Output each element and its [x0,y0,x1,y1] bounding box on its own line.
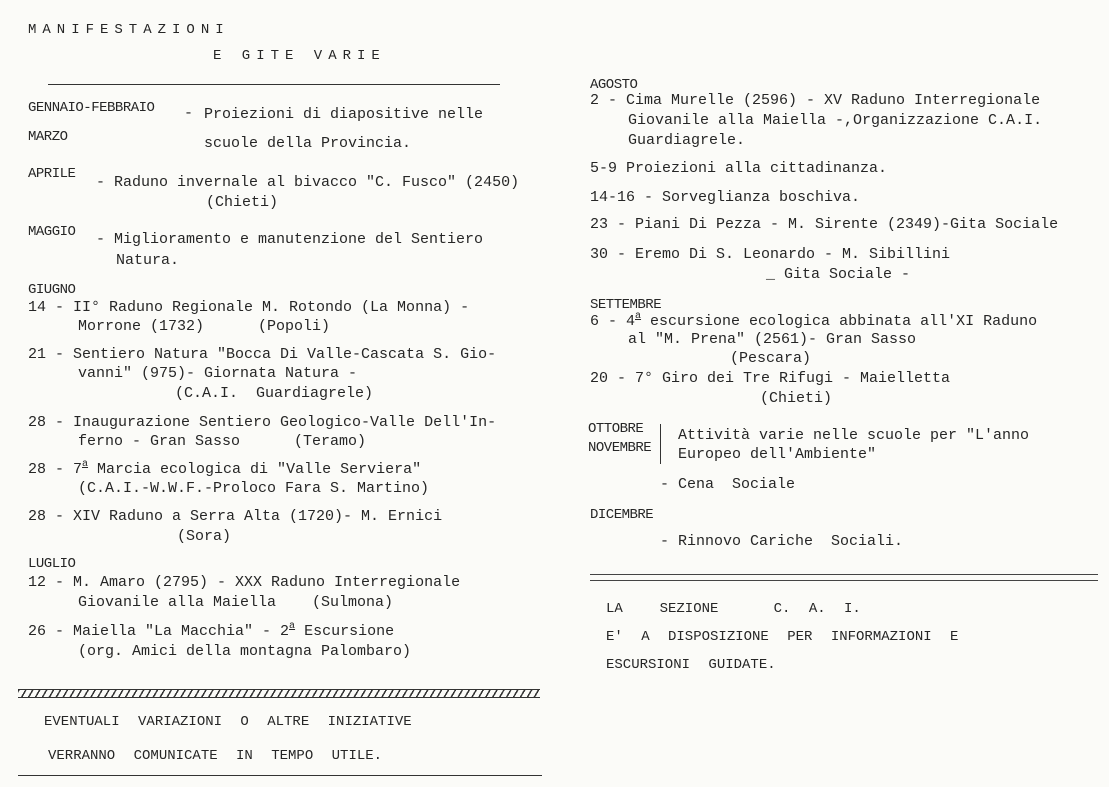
ottobre-novembre-line3: - Cena Sociale [660,476,796,493]
luglio-26-line2: (org. Amici della montagna Palombaro) [78,643,412,660]
ottobre-novembre-bracket [660,424,661,464]
aprile-text-2: (Chieti) [206,194,279,211]
settembre-6-sup: a [635,311,642,322]
month-giugno: GIUGNO [28,282,76,298]
title-underline [48,84,500,85]
month-maggio: MAGGIO [28,224,76,240]
giugno-21-line3: (C.A.I. Guardiagrele) [175,385,374,402]
hatched-divider [18,689,540,698]
month-agosto: AGOSTO [590,77,638,93]
luglio-26-sup: a [289,621,296,632]
ottobre-novembre-line2: Europeo dell'Ambiente" [678,446,877,463]
footer-right-line2: E' A DISPOSIZIONE PER INFORMAZIONI E [606,629,959,645]
giugno-28a-line2: ferno - Gran Sasso (Teramo) [78,433,367,450]
agosto-2-line2: Giovanile alla Maiella -,Organizzazione C.A.I. [628,112,1043,129]
ottobre-novembre-line1: Attività varie nelle scuole per "L'anno [678,427,1030,444]
footer-left-rule [18,775,542,776]
footer-right-line1: LA SEZIONE C. A. I. [606,601,861,617]
month-aprile: APRILE [28,166,76,182]
giugno-14-line1: 14 - II° Raduno Regionale M. Rotondo (La Monna) - [28,299,470,316]
giugno-21-line2: vanni" (975)- Giornata Natura - [78,365,358,382]
footer-left-line2: VERRANNO COMUNICATE IN TEMPO UTILE. [48,748,383,764]
settembre-6-pre: 6 - 4 [590,313,636,330]
month-dicembre: DICEMBRE [590,507,654,523]
aprile-text-1: - Raduno invernale al bivacco "C. Fusco" (2450) [96,174,520,191]
footer-left-line1: EVENTUALI VARIAZIONI O ALTRE INIZIATIVE [44,714,412,730]
settembre-6-post: escursione ecologica abbinata all'XI Raduno [641,313,1038,330]
giugno-21-line1: 21 - Sentiero Natura "Bocca Di Valle-Cascata S. Gio- [28,346,497,363]
month-settembre: SETTEMBRE [590,297,662,313]
agosto-30-line1: 30 - Eremo Di S. Leonardo - M. Sibillini [590,246,951,263]
giugno-28c-line1: 28 - XIV Raduno a Serra Alta (1720)- M. Ernici [28,508,443,525]
month-luglio: LUGLIO [28,556,76,572]
agosto-2-line1: 2 - Cima Murelle (2596) - XV Raduno Interregionale [590,92,1041,109]
month-gennaio-febbraio: GENNAIO-FEBBRAIO [28,100,155,116]
luglio-26-line1 [28,623,394,641]
page-title-line1: MANIFESTAZIONI [28,22,230,38]
month-marzo: MARZO [28,129,68,145]
luglio-12-line1: 12 - M. Amaro (2795) - XXX Raduno Interregionale [28,574,461,591]
giugno-28b-line2: (C.A.I.-W.W.F.-Proloco Fara S. Martino) [78,480,430,497]
giugno-28b-line1 [28,461,421,479]
gf-text-2: scuole della Provincia. [204,135,412,152]
settembre-6-line2: al "M. Prena" (2561)- Gran Sasso [628,331,917,348]
agosto-30-line2: _ Gita Sociale - [766,266,911,283]
giugno-28b-sup: a [82,459,89,470]
page-title-line2: E GITE VARIE [213,48,386,64]
gf-text-1: Proiezioni di diapositive nelle [204,106,484,123]
agosto-14-16: 14-16 - Sorveglianza boschiva. [590,189,861,206]
giugno-28b-post: Marcia ecologica di "Valle Serviera" [88,461,422,478]
luglio-26-pre: 26 - Maiella "La Macchia" - 2 [28,623,290,640]
gf-dash: - [184,105,194,122]
month-novembre: NOVEMBRE [588,440,652,456]
luglio-26-post: Escursione [295,623,395,640]
maggio-text-1: - Miglioramento e manutenzione del Sentiero [96,231,484,248]
month-ottobre: OTTOBRE [588,421,644,437]
dicembre-line1: - Rinnovo Cariche Sociali. [660,533,904,550]
maggio-text-2: Natura. [116,252,180,269]
settembre-6-line1 [590,313,1037,331]
settembre-20-line1: 20 - 7° Giro dei Tre Rifugi - Maielletta [590,370,951,387]
double-rule-divider [590,574,1098,581]
giugno-28b-pre: 28 - 7 [28,461,83,478]
agosto-2-line3: Guardiagrele. [628,132,746,149]
footer-right-line3: ESCURSIONI GUIDATE. [606,657,776,673]
giugno-28c-line2: (Sora) [177,528,232,545]
agosto-23: 23 - Piani Di Pezza - M. Sirente (2349)-Gita Sociale [590,216,1059,233]
giugno-14-line2: Morrone (1732) (Popoli) [78,318,331,335]
agosto-5-9: 5-9 Proiezioni alla cittadinanza. [590,160,888,177]
settembre-6-line3: (Pescara) [730,350,812,367]
giugno-28a-line1: 28 - Inaugurazione Sentiero Geologico-Valle Dell'In- [28,414,497,431]
settembre-20-line2: (Chieti) [760,390,833,407]
luglio-12-line2: Giovanile alla Maiella (Sulmona) [78,594,394,611]
